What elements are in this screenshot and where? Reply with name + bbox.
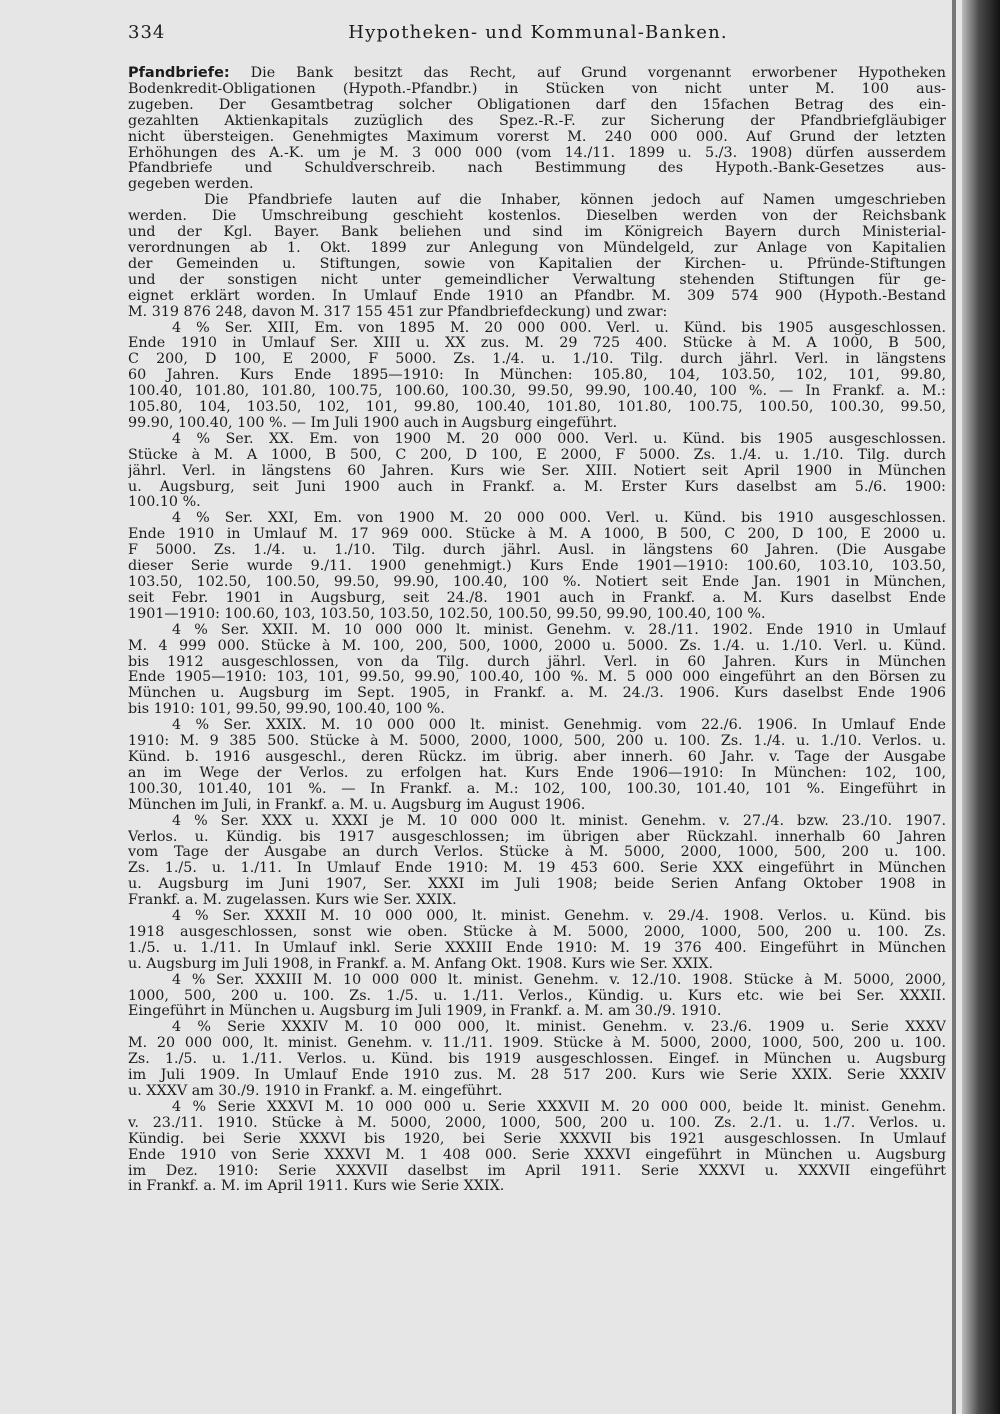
text-line: Kündig. bei Serie XXXVI bis 1920, bei Serie XXXVII bis 1921 ausgeschlossen. In Umlauf: [128, 1131, 946, 1147]
text-line: 4 % Ser. XXII. M. 10 000 000 lt. minist. Genehm. v. 28./11. 1902. Ende 1910 in Umlauf: [172, 622, 946, 638]
text-line: 100.30, 101.40, 101 %. — In Frankf. a. M.: 102, 100, 100.30, 101.40, 101 %. Eingeführt in: [128, 781, 946, 797]
text-line: 99.90, 100.40, 100 %. — Im Juli 1900 auch in Augsburg eingeführt.: [128, 415, 618, 431]
page-number: 334: [128, 22, 166, 43]
text-line: 103.50, 102.50, 100.50, 99.50, 99.90, 100.40, 100 %. Notiert seit Ende Jan. 1901 in München,: [128, 575, 946, 590]
text-line: 4 % Ser. XXI, Em. von 1900 M. 20 000 000. Verl. u. Künd. bis 1910 ausgeschlossen.: [172, 511, 946, 527]
text-line: M. 20 000 000, lt. minist. Genehm. v. 11./11. 1909. Stücke à M. 5000, 2000, 1000, 500, 200 u. 100.: [128, 1036, 946, 1052]
text-line: bis 1912 ausgeschlossen, von da Tilg. durch jährl. Verl. in 60 Jahren. Kurs in München: [128, 654, 946, 670]
text-line: 4 % Ser. XX. Em. von 1900 M. 20 000 000. Verl. u. Künd. bis 1905 ausgeschlossen.: [172, 431, 946, 447]
text-line: 100.40, 101.80, 101.80, 100.75, 100.60, 100.30, 99.50, 99.90, 100.40, 100 %. — In Frankf. a. M.:: [128, 384, 946, 400]
text-line: F 5000. Zs. 1./4. u. 1./10. Tilg. durch jährl. Ausl. in längstens 60 Jahren. (Die Ausgabe: [128, 543, 946, 559]
text-line: 1918 ausgeschlossen, sonst wie oben. Stücke à M. 5000, 2000, 1000, 500, 200 u. 100. Zs.: [128, 924, 946, 940]
text-line: Bodenkredit-Obligationen (Hypoth.-Pfandbr.) in Stücken von nicht unter M. 100 aus-: [128, 81, 946, 97]
text-line: 1901—1910: 100.60, 103, 103.50, 103.50, 102.50, 100.50, 99.50, 99.90, 100.40, 100 %.: [128, 606, 766, 622]
text-line: jährl. Verl. in längstens 60 Jahren. Kurs wie Ser. XIII. Notiert seit April 1900 in München: [128, 463, 946, 479]
text-line: der Gemeinden u. Stiftungen, sowie von Kapitalien der Kirchen- u. Pfründe-Stiftungen: [128, 256, 946, 272]
text-line: gegeben werden.: [128, 177, 254, 193]
page-body: [128, 66, 946, 1195]
text-line: Zs. 1./5. u. 1./11. Verlos. u. Künd. bis 1919 ausgeschlossen. Eingef. in München u. Augsburg: [128, 1052, 946, 1068]
page-edge-line: [952, 0, 956, 1414]
text-line: 4 % Serie XXXIV M. 10 000 000, lt. minist. Genehm. v. 23./6. 1909 u. Serie XXXV: [172, 1020, 946, 1036]
text-line: 4 % Ser. XXXII M. 10 000 000, lt. minist. Genehm. v. 29./4. 1908. Verlos. u. Künd. bis: [172, 909, 946, 925]
text-line: M. 4 999 000. Stücke à M. 100, 200, 500, 1000, 2000 u. 5000. Zs. 1./4. u. 1./10. Verl. u. Künd.: [128, 638, 946, 654]
text-line: Zs. 1./5. u. 1./11. In Umlauf Ende 1910: M. 19 453 600. Serie XXX eingeführt in München: [128, 861, 946, 877]
text-line: 1./5. u. 1./11. In Umlauf inkl. Serie XXXIII Ende 1910: M. 19 376 400. Eingeführt in München: [128, 940, 946, 956]
text-line: 4 % Ser. XXX u. XXXI je M. 10 000 000 lt. minist. Genehm. v. 27./4. bzw. 23./10. 1907.: [172, 813, 946, 829]
text-line: verordnungen ab 1. Okt. 1899 zur Anlegung von Mündelgeld, zur Anlage von Kapitalien: [128, 240, 946, 256]
text-line: 4 % Ser. XIII, Em. von 1895 M. 20 000 000. Verl. u. Künd. bis 1905 ausgeschlossen.: [172, 320, 946, 336]
page-edge-shadow: [962, 0, 1000, 1414]
text-line: 1910: M. 9 385 500. Stücke à M. 5000, 2000, 1000, 500, 200 u. 100. Zs. 1./4. u. 1./10. Verlos. u.: [128, 734, 946, 750]
text-line: an im Wege der Verlos. zu erfolgen hat. Kurs Ende 1906—1910: In München: 102, 100,: [128, 765, 946, 781]
text-line: 105.80, 104, 103.50, 102, 101, 99.80, 100.40, 101.80, 101.80, 100.75, 100.50, 100.30, 99.50,: [128, 400, 946, 416]
text-line: Die Pfandbriefe lauten auf die Inhaber, können jedoch auf Namen umgeschrieben: [204, 193, 946, 209]
text-line: Stücke à M. A 1000, B 500, C 200, D 100, E 2000, F 5000. Zs. 1./4. u. 1./10. Tilg. durch: [128, 447, 946, 463]
text-line: Eingeführt in München u. Augsburg im Juli 1909, in Frankf. a. M. am 30./9. 1910.: [128, 1004, 722, 1020]
text-line: und der Kgl. Bayer. Bank beliehen und sind im Königreich Bayern durch Ministerial-: [128, 225, 946, 241]
text-line: in Frankf. a. M. im April 1911. Kurs wie Serie XXIX.: [128, 1179, 505, 1195]
text-line: werden. Die Umschreibung geschieht kostenlos. Dieselben werden von der Reichsbank: [128, 209, 946, 225]
text-line: u. Augsburg, seit Juni 1900 auch in Frankf. a. M. Erster Kurs daselbst am 5./6. 1900:: [128, 479, 946, 495]
text-line: dieser Serie wurde 9./11. 1900 genehmigt.) Kurs Ende 1901—1910: 100.60, 103.10, 103.50,: [128, 559, 946, 575]
section-term: Pfandbriefe:: [128, 66, 230, 81]
page-header: [128, 22, 948, 46]
text-line: bis 1910: 101, 99.50, 99.90, 100.40, 100 %.: [128, 702, 445, 718]
text-line: Pfandbriefe: Die Bank besitzt das Recht, auf Grund vorgenannt erworbener Hypotheken: [128, 66, 946, 81]
text-line: eignet erklärt worden. In Umlauf Ende 1910 an Pfandbr. M. 309 574 900 (Hypoth.-Bestand: [128, 288, 946, 304]
text-line: und der sonstigen nicht unter gemeindlicher Verwaltung stehenden Stiftungen für ge-: [128, 272, 946, 288]
text-line: Ende 1905—1910: 103, 101, 99.50, 99.90, 100.40, 100 %. M. 5 000 000 eingeführt an den Börsen zu: [128, 670, 946, 686]
text-line: 4 % Serie XXXVI M. 10 000 000 u. Serie XXXVII M. 20 000 000, beide lt. minist. Genehm.: [172, 1099, 946, 1115]
text-line: Künd. b. 1916 ausgeschl., deren Rückz. im übrig. aber innerh. 60 Jahr. v. Tage der Ausgabe: [128, 749, 946, 765]
text-line: u. XXXV am 30./9. 1910 in Frankf. a. M. eingeführt.: [128, 1084, 503, 1099]
text-line: im Juli 1909. In Umlauf Ende 1910 zus. M. 28 517 200. Kurs wie Serie XXIX. Serie XXXIV: [128, 1068, 946, 1084]
text-line: 60 Jahren. Kurs Ende 1895—1910: In München: 105.80, 104, 103.50, 102, 101, 99.80,: [128, 368, 946, 384]
text-line: zugeben. Der Gesamtbetrag solcher Obligationen darf den 15fachen Betrag des ein-: [128, 97, 946, 113]
running-title: Hypotheken- und Kommunal-Banken.: [348, 22, 728, 43]
text-line: Ende 1910 in Umlauf M. 17 969 000. Stücke à M. A 1000, B 500, C 200, D 100, E 2000 u.: [128, 527, 946, 543]
text-line: 100.10 %.: [128, 495, 201, 511]
text-line: München u. Augsburg im Sept. 1905, in Frankf. a. M. 24./3. 1906. Kurs daselbst Ende 1906: [128, 686, 946, 702]
text-line: im Dez. 1910: Serie XXXVII daselbst im April 1911. Serie XXXVI u. XXXVII eingeführt: [128, 1163, 946, 1179]
text-line: v. 23./11. 1910. Stücke à M. 5000, 2000, 1000, 500, 200 u. 100. Zs. 2./1. u. 1./7. Verlos. u.: [128, 1115, 946, 1131]
text-line: 4 % Ser. XXIX. M. 10 000 000 lt. minist. Genehmig. vom 22./6. 1906. In Umlauf Ende: [172, 718, 946, 734]
text-line: M. 319 876 248, davon M. 317 155 451 zur Pfandbriefdeckung) und zwar:: [128, 304, 668, 320]
text-line: Erhöhungen des A.-K. um je M. 3 000 000 (vom 14./11. 1899 u. 5./3. 1908) dürfen ausserdem: [128, 145, 946, 161]
text-line: seit Febr. 1901 in Augsburg, seit 24./8. 1901 auch in Frankf. a. M. Kurs daselbst Ende: [128, 590, 946, 606]
text-line: vom Tage der Ausgabe an durch Verlos. Stücke à M. 5000, 2000, 1000, 500, 200 u. 100.: [128, 845, 946, 861]
text-line: nicht übersteigen. Genehmigtes Maximum vorerst M. 240 000 000. Auf Grund der letzten: [128, 129, 946, 145]
text-line: u. Augsburg im Juni 1907, Ser. XXXI im Juli 1908; beide Serien Anfang Oktober 1908 in: [128, 877, 946, 893]
text-line: Verlos. u. Kündig. bis 1917 ausgeschlossen; im übrigen aber Rückzahl. innerhalb 60 Jahren: [128, 829, 946, 845]
text-line: u. Augsburg im Juli 1908, in Frankf. a. M. Anfang Okt. 1908. Kurs wie Ser. XXIX.: [128, 956, 714, 972]
text-line: 1000, 500, 200 u. 100. Zs. 1./5. u. 1./11. Verlos., Kündig. u. Kurs etc. wie bei Ser. XXXII.: [128, 988, 946, 1004]
text-line: München im Juli, in Frankf. a. M. u. Augsburg im August 1906.: [128, 797, 586, 813]
text-line: Ende 1910 in Umlauf Ser. XIII u. XX zus. M. 29 725 400. Stücke à M. A 1000, B 500,: [128, 336, 946, 352]
text-line: Ende 1910 von Serie XXXVI M. 1 408 000. Serie XXXVI eingeführt in München u. Augsburg: [128, 1147, 946, 1163]
text-line: Frankf. a. M. zugelassen. Kurs wie Ser. XXIX.: [128, 893, 457, 909]
text-line: gezahlten Aktienkapitals zuzüglich des Spez.-R.-F. zur Sicherung der Pfandbriefgläubiger: [128, 113, 946, 129]
text-line: C 200, D 100, E 2000, F 5000. Zs. 1./4. u. 1./10. Tilg. durch jährl. Verl. in längstens: [128, 352, 946, 368]
text-line: Pfandbriefe und Schuldverschreib. nach Bestimmung des Hypoth.-Bank-Gesetzes aus-: [128, 161, 946, 177]
text-line: 4 % Ser. XXXIII M. 10 000 000 lt. minist. Genehm. v. 12./10. 1908. Stücke à M. 5000, 2000,: [172, 972, 946, 988]
